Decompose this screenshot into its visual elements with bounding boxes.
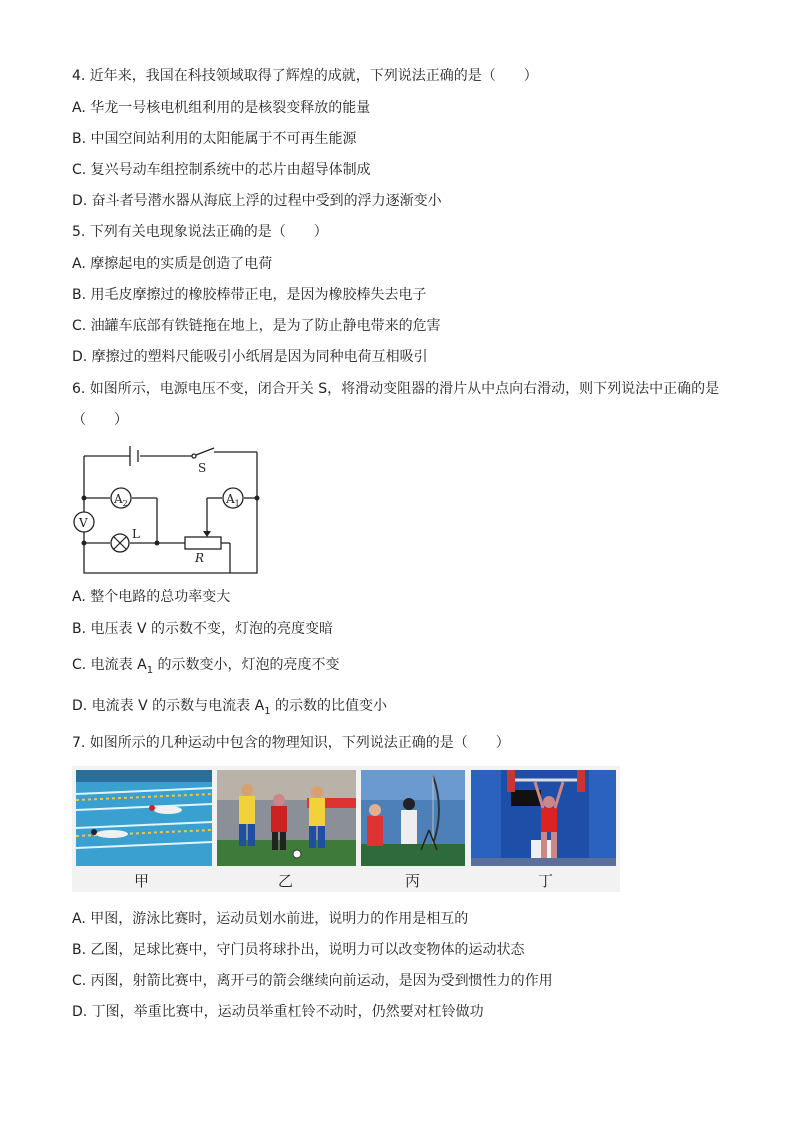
q7-option-c: C. 丙图，射箭比赛中，离开弓的箭会继续向前运动，是因为受到惯性力的作用 bbox=[72, 973, 553, 989]
switch-blade bbox=[196, 448, 214, 455]
weightlifting-photo bbox=[471, 770, 616, 866]
q4-stem: 4. 近年来，我国在科技领域取得了辉煌的成就，下列说法正确的是（ ） bbox=[72, 68, 538, 84]
caption-jia: 甲 bbox=[134, 872, 150, 890]
q5-option-c: C. 油罐车底部有铁链拖在地上，是为了防止静电带来的危害 bbox=[72, 318, 441, 334]
football-photo bbox=[217, 770, 356, 866]
caption-yi: 乙 bbox=[278, 872, 294, 890]
switch-label: S bbox=[198, 461, 207, 475]
svg-text:A2: $A_2$ bbox=[114, 492, 128, 508]
caption-ding: 丁 bbox=[538, 872, 554, 890]
q4-option-b: B. 中国空间站利用的太阳能属于不可再生能源 bbox=[72, 131, 357, 147]
swimming-photo bbox=[76, 770, 212, 866]
svg-text:A1: $A_1$ bbox=[226, 492, 240, 508]
q6-option-d: D. 电流表 V 的示数与电流表 $A_1$ 的示数的比值变小 bbox=[72, 698, 388, 717]
q7-stem: 7. 如图所示的几种运动中包含的物理知识，下列说法正确的是（ ） bbox=[72, 735, 510, 751]
q6-stem: 6. 如图所示，电源电压不变，闭合开关 S，将滑动变阻器的滑片从中点向右滑动，则下列说法中正确的是 bbox=[72, 381, 720, 397]
switch-contact bbox=[192, 454, 196, 458]
svg-text:V: V bbox=[79, 516, 88, 530]
q7-option-a: A. 甲图，游泳比赛时，运动员划水前进，说明力的作用是相互的 bbox=[72, 911, 469, 927]
q6-option-c: C. 电流表 $A_1$ 的示数变小，灯泡的亮度不变 bbox=[72, 657, 340, 676]
rheostat-slider-arrow bbox=[203, 531, 211, 537]
rheostat-label: R bbox=[195, 551, 205, 565]
q7-option-d: D. 丁图，举重比赛中，运动员举重杠铃不动时，仍然要对杠铃做功 bbox=[72, 1004, 484, 1020]
q5-option-a: A. 摩擦起电的实质是创造了电荷 bbox=[72, 256, 273, 272]
lamp-label: L bbox=[132, 527, 140, 541]
circuit-diagram bbox=[72, 438, 267, 578]
q6-option-a: A. 整个电路的总功率变大 bbox=[72, 589, 231, 605]
q4-option-d: D. 奋斗者号潜水器从海底上浮的过程中受到的浮力逐渐变小 bbox=[72, 193, 442, 209]
q5-option-b: B. 用毛皮摩擦过的橡胶棒带正电，是因为橡胶棒失去电子 bbox=[72, 287, 427, 303]
q5-stem: 5. 下列有关电现象说法正确的是（ ） bbox=[72, 224, 328, 240]
q4-option-c: C. 复兴号动车组控制系统中的芯片由超导体制成 bbox=[72, 162, 371, 178]
sports-photo-strip bbox=[72, 766, 620, 892]
q6-stem-cont: （ ） bbox=[72, 412, 128, 428]
q5-option-d: D. 摩擦过的塑料尺能吸引小纸屑是因为同种电荷互相吸引 bbox=[72, 349, 428, 365]
caption-bing: 丙 bbox=[405, 872, 421, 890]
q4-option-a: A. 华龙一号核电机组利用的是核裂变释放的能量 bbox=[72, 100, 371, 116]
rheostat-body bbox=[185, 537, 221, 549]
q6-option-b: B. 电压表 V 的示数不变，灯泡的亮度变暗 bbox=[72, 621, 333, 637]
q7-option-b: B. 乙图，足球比赛中，守门员将球扑出，说明力可以改变物体的运动状态 bbox=[72, 942, 525, 958]
archery-photo bbox=[361, 770, 465, 866]
